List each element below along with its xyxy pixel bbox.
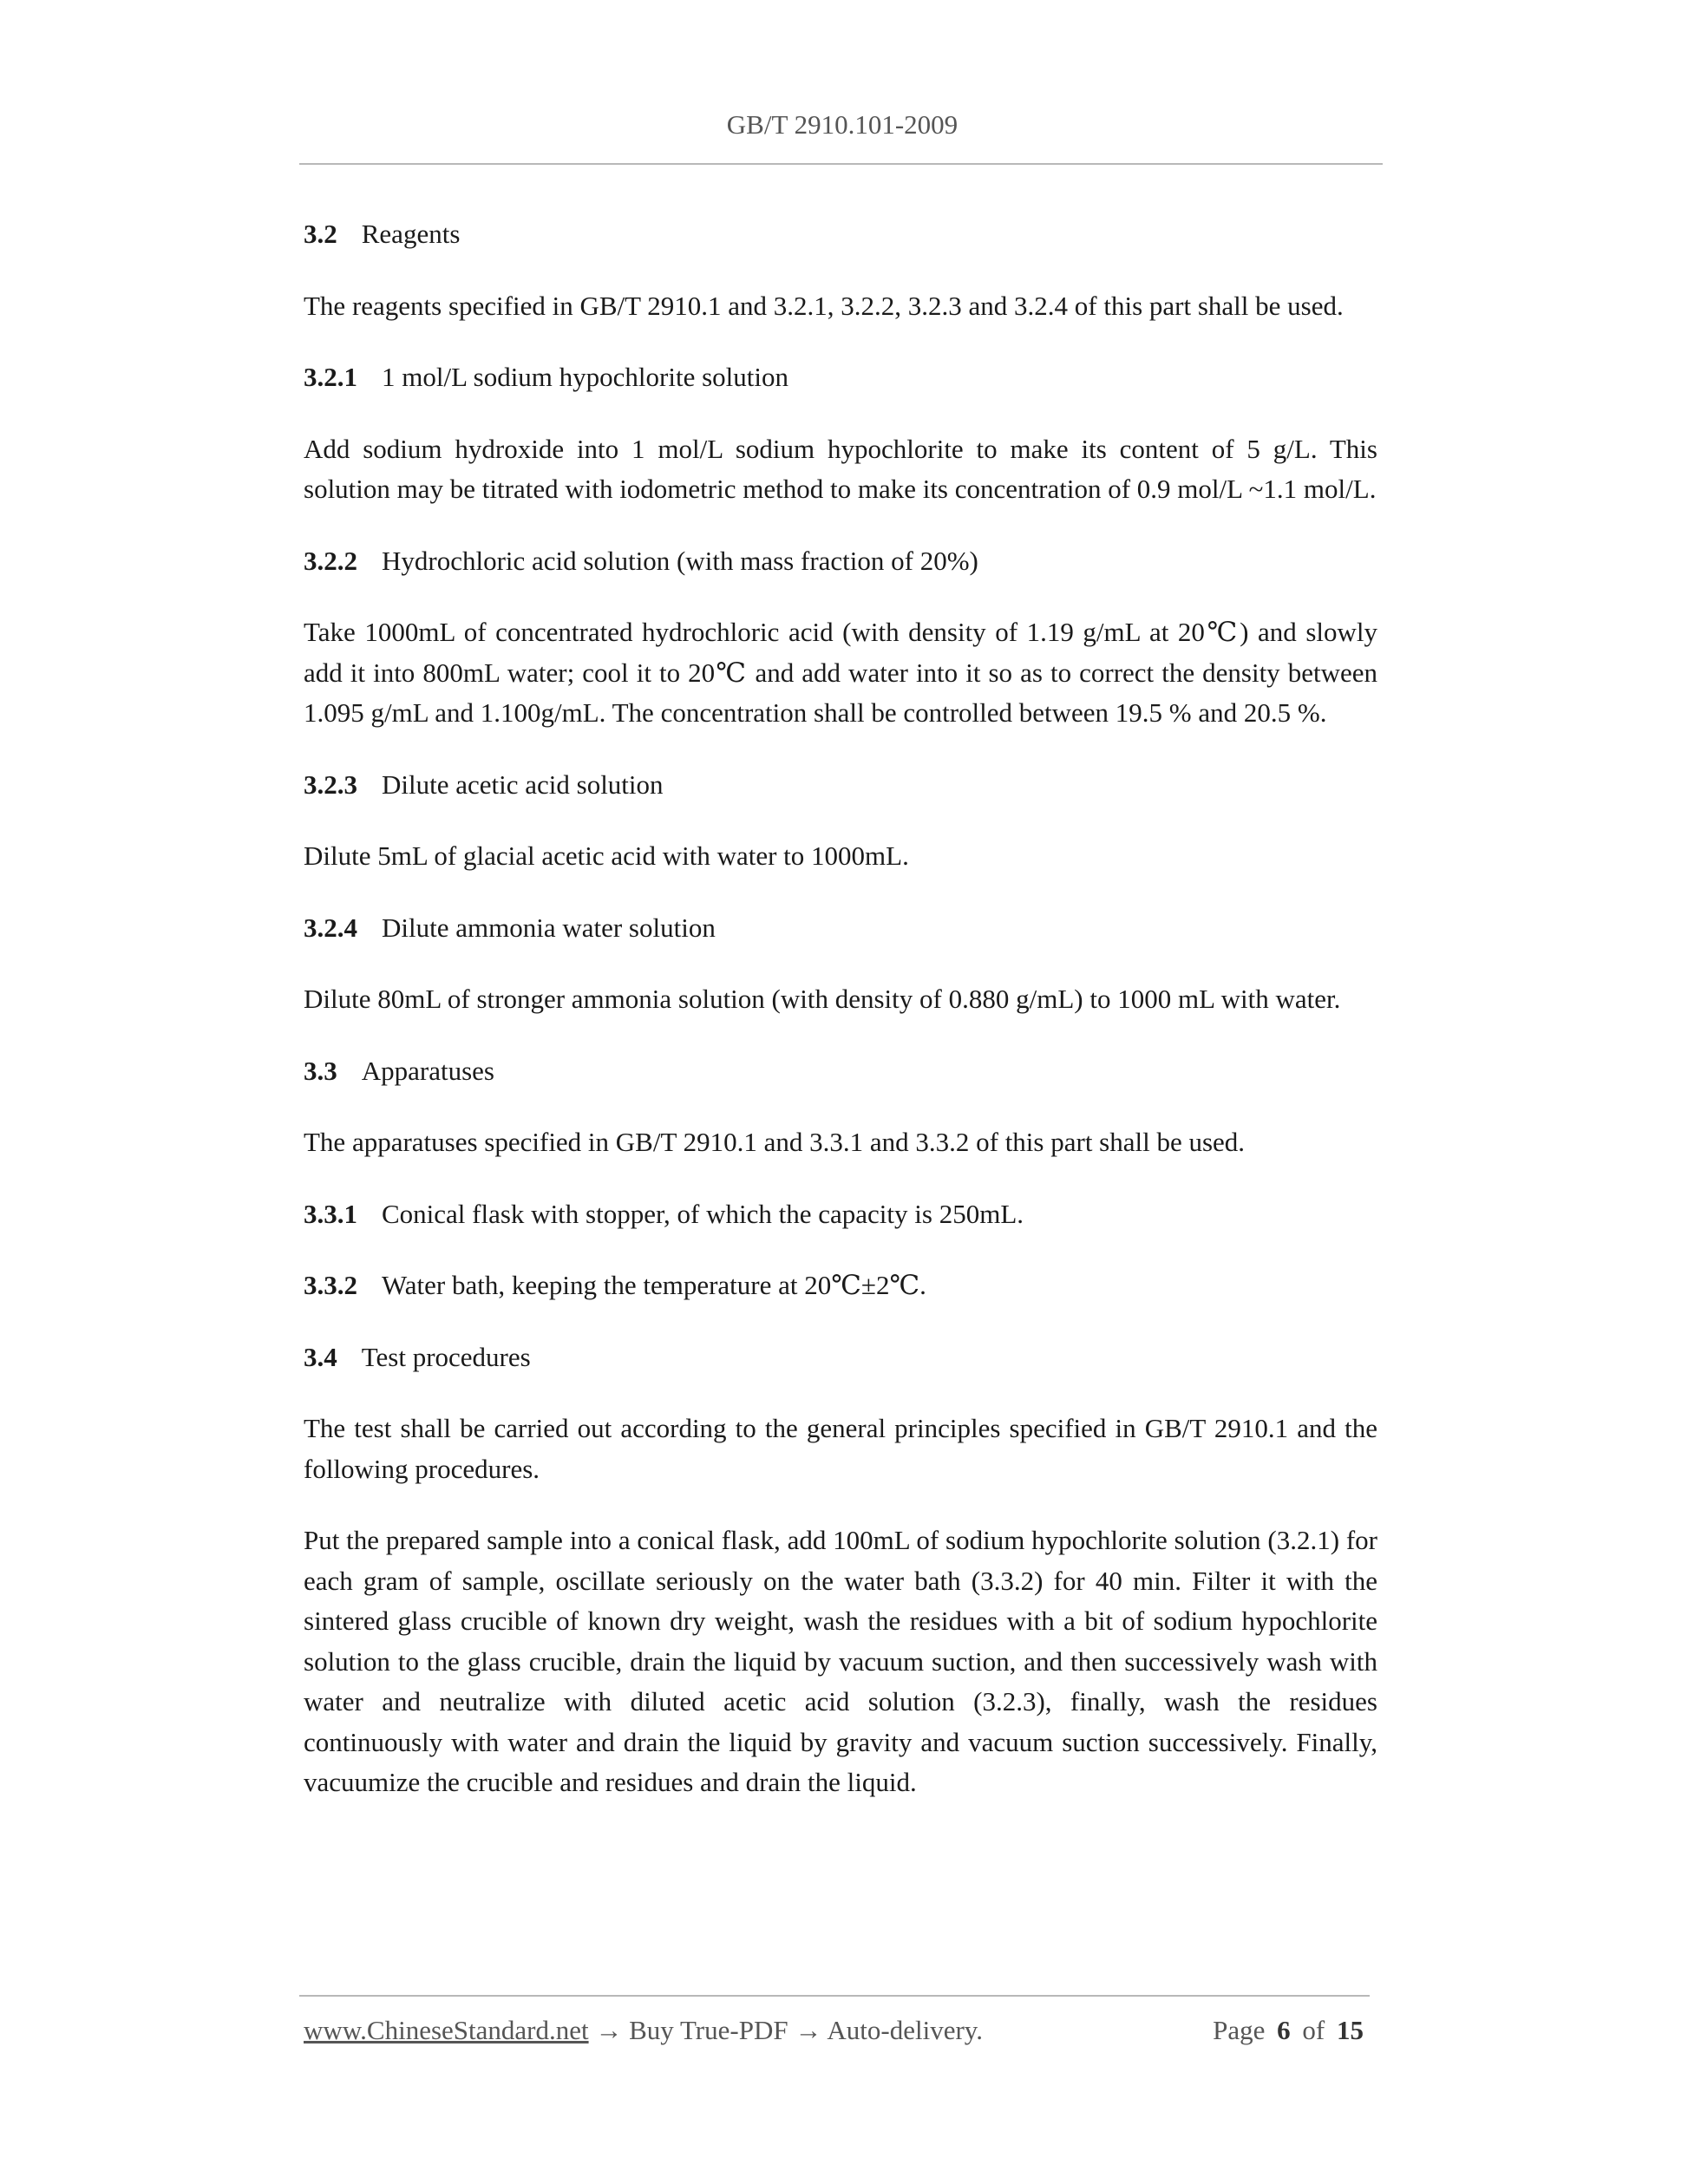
section-title: Hydrochloric acid solution (with mass fraction of 20%) bbox=[382, 545, 978, 576]
body-paragraph: The test shall be carried out according to the general principles specified in GB/T 2910.1 and the following procedures. bbox=[304, 1413, 1377, 1484]
body-paragraph: Put the prepared sample into a conical flask, add 100mL of sodium hypochlorite solution (3.2.1) for each gram of sample, oscillate seriously on the water bath (3.3.2) for 40 min. Filter it with the sintered glass crucible of known dry weight, wash the residues with a bit of sodium hypochlorite solution to the glass crucible, drain the liquid by vacuum suction, and then successively wash with water and neutralize with diluted acetic acid solution (3.2.3), finally, wash the residues continuously with water and drain the liquid by gravity and vacuum suction successively. Finally, vacuumize the crucible and residues and drain the liquid. bbox=[304, 1525, 1377, 1797]
section-heading bbox=[304, 541, 1377, 582]
header-divider bbox=[299, 163, 1383, 165]
chinese-standard-link[interactable]: www.ChineseStandard.net bbox=[304, 2015, 589, 2045]
document-body bbox=[304, 214, 1377, 1834]
section-heading bbox=[304, 1194, 1377, 1235]
body-paragraph: Take 1000mL of concentrated hydrochloric acid (with density of 1.19 g/mL at 20℃) and slowly add it into 800mL water; cool it to 20℃ and add water into it so as to correct the density between 1.095 g/mL and 1.100g/mL. The concentration shall be controlled between 19.5 % and 20.5 %. bbox=[304, 617, 1377, 728]
auto-delivery-text: Auto-delivery. bbox=[827, 2015, 984, 2045]
arrow-right-icon: → bbox=[595, 2015, 623, 2045]
section-title: Dilute acetic acid solution bbox=[382, 768, 664, 800]
body-paragraph: The reagents specified in GB/T 2910.1 and 3.2.1, 3.2.2, 3.2.3 and 3.2.4 of this part shall be used. bbox=[304, 290, 1344, 321]
section-title: Conical flask with stopper, of which the capacity is 250mL. bbox=[382, 1198, 1024, 1229]
section-number: 3.2.4 bbox=[304, 912, 357, 943]
page-footer bbox=[304, 2015, 1369, 2046]
section-number: 3.3 bbox=[304, 1055, 337, 1086]
section-heading bbox=[304, 357, 1377, 398]
section-title: Water bath, keeping the temperature at 20℃±2℃. bbox=[382, 1270, 926, 1300]
section-heading bbox=[304, 908, 1377, 949]
section-heading bbox=[304, 1051, 1377, 1092]
body-paragraph: Add sodium hydroxide into 1 mol/L sodium hypochlorite to make its content of 5 g/L. This solution may be titrated with iodometric method to make its concentration of 0.9 mol/L ~1.1 mol/L. bbox=[304, 433, 1377, 504]
section-title: Apparatuses bbox=[361, 1055, 494, 1086]
section-title: Test procedures bbox=[361, 1341, 531, 1372]
section-number: 3.4 bbox=[304, 1341, 337, 1372]
body-paragraph: The apparatuses specified in GB/T 2910.1 and 3.3.1 and 3.3.2 of this part shall be used. bbox=[304, 1127, 1246, 1157]
body-paragraph: Dilute 80mL of stronger ammonia solution (with density of 0.880 g/mL) to 1000 mL with water. bbox=[304, 984, 1341, 1014]
section-number: 3.3.1 bbox=[304, 1198, 357, 1229]
section-heading bbox=[304, 1337, 1377, 1378]
buy-true-pdf-text: Buy True-PDF bbox=[629, 2015, 788, 2045]
arrow-right-icon: → bbox=[795, 2015, 822, 2045]
page-label: Page bbox=[1213, 2015, 1266, 2045]
section-number: 3.2.3 bbox=[304, 768, 357, 800]
section-number: 3.2.1 bbox=[304, 362, 357, 392]
footer-divider bbox=[299, 1995, 1370, 1997]
section-heading bbox=[304, 1265, 1377, 1306]
page-current: 6 bbox=[1277, 2015, 1291, 2045]
section-number: 3.3.2 bbox=[304, 1270, 357, 1300]
body-paragraph: Dilute 5mL of glacial acetic acid with water to 1000mL. bbox=[304, 840, 909, 871]
section-title: Reagents bbox=[361, 219, 461, 249]
page-total: 15 bbox=[1337, 2015, 1364, 2045]
section-number: 3.2 bbox=[304, 219, 337, 249]
section-title: 1 mol/L sodium hypochlorite solution bbox=[382, 362, 788, 392]
section-heading bbox=[304, 214, 1377, 255]
section-heading bbox=[304, 765, 1377, 806]
section-number: 3.2.2 bbox=[304, 545, 357, 576]
section-title: Dilute ammonia water solution bbox=[382, 912, 716, 943]
page-number bbox=[1213, 2015, 1369, 2046]
page-of-label: of bbox=[1302, 2015, 1325, 2045]
document-header-title: GB/T 2910.101-2009 bbox=[726, 109, 958, 140]
